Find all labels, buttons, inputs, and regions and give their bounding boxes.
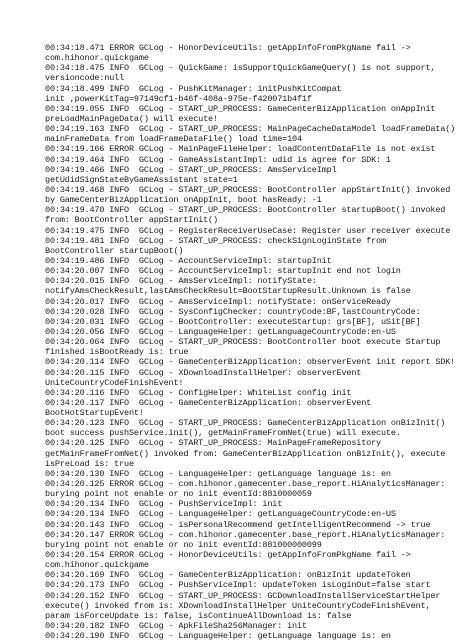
log-line: 00:34:20.116 INFO GCLog - ConfigHelper: WhiteList config init: [45, 387, 352, 398]
log-line: BootHotStartupEvent!: [45, 408, 144, 419]
log-line: 00:34:20.125 ERROR GCLog - com.hihonor.gamecenter.base_report.HiAnalyticsManager:: [45, 479, 446, 490]
log-line: 00:34:20.114 INFO GCLog - GameCenterBizApplication: observerEvent init report SDK!: [45, 357, 456, 368]
log-line: 00:34:20.152 INFO GCLog - START_UP_PROCESS: GCDownloadInstallServiceStartHelper: [45, 590, 441, 601]
log-line: getMainFrameFromNet() invoked from: GameCenterBizApplication onBizInit(), execute: [45, 448, 446, 459]
log-line: getUdidSignStateByGameAssistant state=1: [45, 174, 238, 185]
log-line: 00:34:20.154 ERROR GCLog - HonorDeviceUtils: getAppInfoFromPkgName fail ->: [45, 550, 411, 561]
log-line: 00:34:18.475 INFO GCLog - QuickGame: isSupportQuickGameQuery() is not support,: [45, 63, 436, 74]
log-line: 00:34:20.015 INFO GCLog - AmsServiceImpl: notifyState:: [45, 276, 317, 287]
log-line: BootController startupBoot(): [45, 245, 184, 256]
log-line: 00:34:20.117 INFO GCLog - GameCenterBizApplication: observerEvent: [45, 397, 372, 408]
log-line: 00:34:20.190 INFO GCLog - LanguageHelper: getLanguage language is: en: [45, 631, 391, 641]
log-line: 00:34:20.143 INFO GCLog - isPersonalRecommend getIntelligentRecommend -> true: [45, 519, 431, 530]
log-line: 00:34:19.481 INFO GCLog - START_UP_PROCESS: checkSignLoginState from: [45, 235, 386, 246]
log-line: 00:34:20.182 INFO GCLog - ApkFileSha256Manager: init: [45, 621, 307, 632]
log-line: versioncode:null: [45, 73, 125, 84]
log-line: 00:34:19.466 INFO GCLog - START_UP_PROCESS: AmsServiceImpl: [45, 164, 337, 175]
log-line: 00:34:19.055 INFO GCLog - START_UP_PROCESS: GameCenterBizApplication onAppInit: [45, 103, 436, 114]
log-line: execute() invoked from is: XDownloadInstallHelper UniteCountryCodeFinishEvent,: [45, 600, 431, 611]
log-line: 00:34:18.499 INFO GCLog - PushKitManager: initPushKitCompat: [45, 83, 342, 94]
log-line: preLoadMainPageData() will execute!: [45, 113, 218, 124]
log-line: isPreLoad is: true: [45, 458, 134, 469]
log-line: 00:34:20.134 INFO GCLog - PushServiceImpl: init: [45, 499, 283, 510]
log-line: finished isBootReady is: true: [45, 347, 189, 358]
log-line: 00:34:20.007 INFO GCLog - AccountServiceImpl: startupInit end not login: [45, 266, 401, 277]
log-line: notifyAmsCheckResult,lastAmsCheckResult=BootStartupResult.Unknown is false: [45, 286, 411, 297]
log-line: burying point not enable or no init eventId:8810000059: [45, 489, 312, 500]
log-line: 00:34:19.468 INFO GCLog - START_UP_PROCESS: BootController appStartInit() invoked: [45, 184, 451, 195]
log-line: 00:34:20.031 INFO GCLog - BootController: executeStartup: grs[BF], uSit[BF]: [45, 316, 421, 327]
log-line: 00:34:20.028 INFO GCLog - SysConfigChecker: countryCode:BF,lastCountryCode:: [45, 306, 421, 317]
log-line: 00:34:19.470 INFO GCLog - START_UP_PROCESS: BootController startupBoot() invoked: [45, 205, 446, 216]
log-line: 00:34:19.464 INFO GCLog - GameAssistantImpl: udid is agree for SDK: 1: [45, 154, 391, 165]
log-line: boot success pushService.init(), getMainFrameFromNet(true) will execute.: [45, 428, 401, 439]
log-line: 00:34:20.115 INFO GCLog - XDownloadInstallHelper: observerEvent: [45, 367, 362, 378]
log-line: 00:34:20.134 INFO GCLog - LanguageHelper: getLanguageCountryCode:en-US: [45, 509, 396, 520]
log-line: 00:34:20.169 INFO GCLog - GameCenterBizApplication: onBizInit updateToken: [45, 570, 411, 581]
log-line: 00:34:20.017 INFO GCLog - AmsServiceImpl: notifyState: onServiceReady: [45, 296, 391, 307]
log-line: param isForceUpdate is: false, isContinueAllDownload is: false: [45, 610, 352, 621]
log-line: 00:34:20.056 INFO GCLog - LanguageHelper: getLanguageCountryCode:en-US: [45, 326, 396, 337]
log-line: 00:34:19.163 INFO GCLog - START_UP_PROCESS: MainPageCacheDataModel loadFrameData(): [45, 124, 456, 135]
log-line: mainFrameData from loadFrameDataFile() load time=104: [45, 134, 302, 145]
log-line: 00:34:20.147 ERROR GCLog - com.hihonor.gamecenter.base_report.HiAnalyticsManager:: [45, 529, 446, 540]
log-line: 00:34:19.166 ERROR GCLog - MainPageFileHelper: loadContentDataFile is not exist: [45, 144, 436, 155]
log-line: UniteCountryCodeFinishEvent!: [45, 377, 184, 388]
log-line: 00:34:20.173 INFO GCLog - PushServiceImpl: updateToken isLoginOut=false start: [45, 580, 431, 591]
log-line: from: BootController appStartInit(): [45, 215, 218, 226]
log-line: 00:34:20.125 INFO GCLog - START_UP_PROCESS: MainPageFrameRepository: [45, 438, 381, 449]
log-line: 00:34:20.123 INFO GCLog - START_UP_PROCESS: GameCenterBizApplication onBizInit(): [45, 418, 446, 429]
log-line: init ,powerKitTag=97149cf1-b46f-408a-975e-f420071b4f1f: [45, 93, 312, 104]
log-line: burying point not enable or no init eventId:881000000099: [45, 539, 322, 550]
log-line: 00:34:20.064 INFO GCLog - START_UP_PROCESS: BootController boot execute Startup: [45, 337, 441, 348]
log-line: 00:34:19.486 INFO GCLog - AccountServiceImpl: startupInit: [45, 255, 332, 266]
log-line: 00:34:18.471 ERROR GCLog - HonorDeviceUtils: getAppInfoFromPkgName fail ->: [45, 43, 411, 53]
log-line: com.hihonor.quickgame: [45, 53, 149, 64]
log-line: by GameCenterBizApplication onAppInit, boot hasReady: -1: [45, 195, 322, 206]
log-line: com.hihonor.quickgame: [45, 560, 149, 571]
log-line: 00:34:19.475 INFO GCLog - RegisterReceiverUseCase: Register user receiver execute: [45, 225, 451, 236]
log-line: 00:34:20.130 INFO GCLog - LanguageHelper: getLanguage language is: en: [45, 468, 391, 479]
